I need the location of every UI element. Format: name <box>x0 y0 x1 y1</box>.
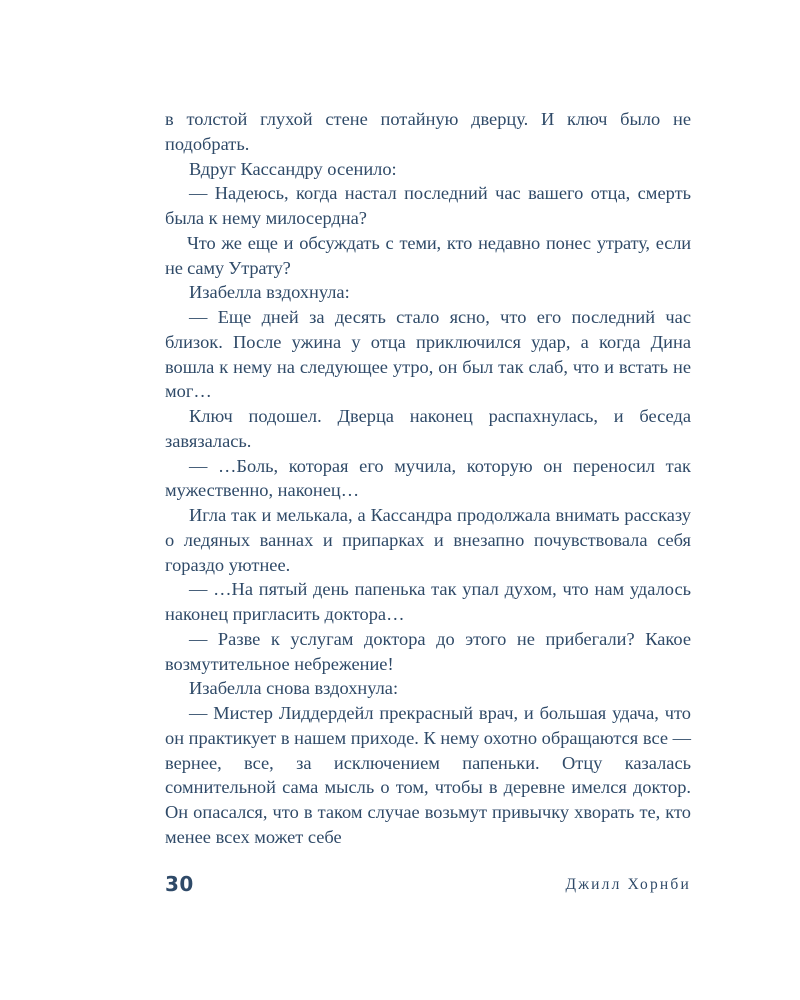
paragraph: — …На пятый день папенька так упал духом, что нам удалось наконец пригласить доктора… <box>165 579 691 624</box>
paragraph: Изабелла снова вздохнула: <box>189 678 399 699</box>
page-number: 30 <box>165 872 194 896</box>
paragraph: — Еще дней за десять стало ясно, что его последний час близок. После ужина у отца приключился удар, а когда Дина вошла к нему на следующее утро, он был так слаб, что и встать не мог… <box>165 307 691 402</box>
body-text <box>165 107 691 850</box>
paragraph: Что же еще и обсуждать с теми, кто недавно понес утрату, если не саму Утрату? <box>165 232 691 278</box>
paragraph: Изабелла вздохнула: <box>189 282 350 303</box>
running-head-author: Джилл Хорнби <box>565 876 691 893</box>
paragraph: — Надеюсь, когда настал последний час вашего отца, смерть была к нему милосердна? <box>165 183 691 228</box>
paragraph: Ключ подошел. Дверца наконец распахнулась, и беседа завязалась. <box>165 406 691 451</box>
paragraph: Вдруг Кассандру осенило: <box>189 158 397 179</box>
paragraph: в толстой глухой стене потайную дверцу. И ключ было не подобрать. <box>165 109 691 154</box>
paragraph: — Мистер Лиддердейл прекрасный врач, и большая удача, что он практикует в нашем приходе. К нему охотно обращаются все — вернее, все, за исключением папеньки. Отцу казалась сомнительной сама мысль о том, чтобы в деревне имелся доктор. Он опасался, что в таком случае возьмут привычку хворать те, кто менее всех может себе <box>165 703 691 847</box>
page-footer <box>165 872 691 902</box>
paragraph: Игла так и мелькала, а Кассандра продолжала внимать рассказу о ледяных ваннах и припарках и внезапно почувствовала себя гораздо уютнее. <box>165 505 691 575</box>
paragraph: — …Боль, которая его мучила, которую он переносил так мужественно, наконец… <box>165 455 691 501</box>
paragraph: — Разве к услугам доктора до этого не прибегали? Какое возмутительное небрежение! <box>165 628 691 674</box>
